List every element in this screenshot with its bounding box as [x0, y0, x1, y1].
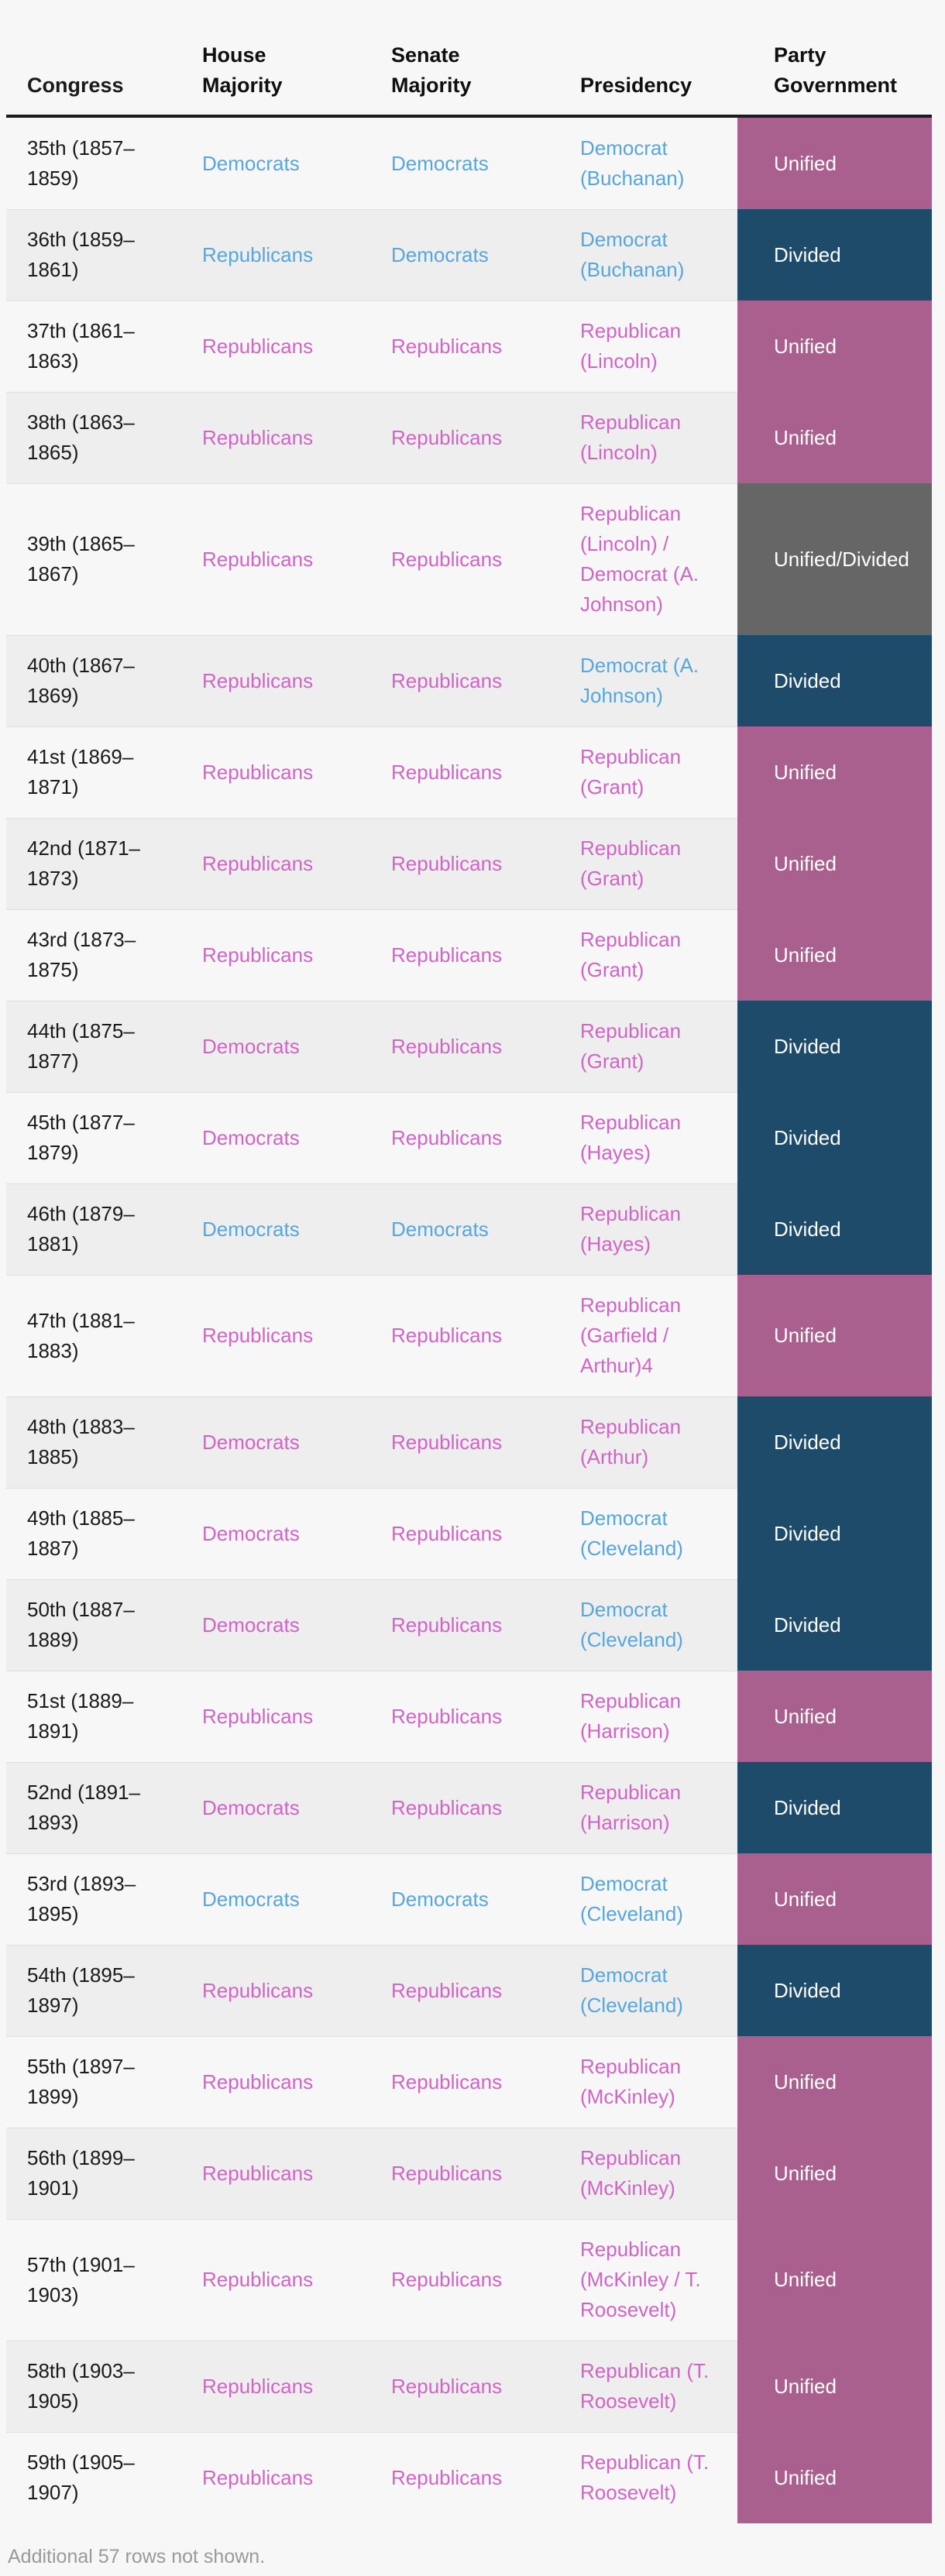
house-majority-link[interactable]: Republicans [202, 2069, 314, 2093]
party-government-label: Unified [774, 851, 837, 875]
presidency-cell [559, 1396, 737, 1488]
party-government-cell [737, 392, 932, 483]
senate-majority-cell [370, 1960, 559, 2021]
congress-label: 52nd (1891–1893) [27, 1781, 141, 1834]
senate-majority-link[interactable]: Republicans [391, 943, 503, 967]
house-majority-cell [181, 133, 370, 194]
congress-cell [6, 1945, 181, 2036]
house-majority-cell [181, 925, 370, 986]
party-government-label: Divided [774, 1521, 841, 1545]
table-row [6, 1579, 932, 1671]
house-majority-cell [181, 1503, 370, 1564]
party-government-label: Unified [774, 334, 837, 358]
house-majority-link[interactable]: Democrats [202, 151, 300, 175]
table-row [6, 2036, 932, 2128]
congress-label: 58th (1903–1905) [27, 2359, 135, 2413]
party-government-label: Divided [774, 1795, 841, 1819]
presidency-cell [559, 483, 737, 635]
table-row [6, 1762, 932, 1853]
party-government-label: Divided [774, 1430, 841, 1454]
congress-cell [6, 1853, 181, 1945]
presidency-link[interactable]: Republican (Grant) [580, 928, 682, 981]
congress-label: 46th (1879–1881) [27, 1202, 135, 1255]
party-government-label: Unified [774, 1704, 837, 1728]
senate-majority-cell [370, 1686, 559, 1747]
congress-cell [6, 209, 181, 301]
house-majority-link[interactable]: Republicans [202, 425, 314, 449]
senate-majority-link[interactable]: Republicans [391, 2374, 503, 2398]
party-government-cell [737, 2341, 932, 2432]
presidency-link[interactable]: Democrat (Buchanan) [580, 136, 685, 190]
column-header-presidency [559, 70, 737, 115]
presidency-cell [559, 635, 737, 726]
congress-cell [6, 2036, 181, 2128]
party-government-table [6, 0, 932, 2523]
table-footnote: Additional 57 rows not shown. [8, 2546, 266, 2567]
party-government-label: Divided [774, 1613, 841, 1637]
congress-label: 37th (1861–1863) [27, 319, 135, 373]
senate-majority-cell [370, 2447, 559, 2509]
senate-majority-cell [370, 742, 559, 803]
congress-label: 53rd (1893–1895) [27, 1872, 136, 1925]
presidency-link[interactable]: Republican (McKinley) [580, 2146, 682, 2200]
house-majority-cell [181, 225, 370, 286]
party-government-cell [737, 726, 932, 818]
table-row [6, 1488, 932, 1579]
senate-majority-cell [370, 1503, 559, 1564]
presidency-link[interactable]: Democrat (Cleveland) [580, 1598, 683, 1651]
column-header-label: Senate Majority [391, 43, 472, 97]
house-majority-cell [181, 1960, 370, 2021]
congress-cell [6, 392, 181, 483]
table-row [6, 392, 932, 483]
presidency-cell [559, 301, 737, 392]
party-government-cell [737, 118, 932, 209]
congress-label: 48th (1883–1885) [27, 1415, 135, 1468]
presidency-link[interactable]: Republican (Garfield / Arthur)4 [580, 1293, 682, 1377]
presidency-cell [559, 1275, 737, 1396]
presidency-cell [559, 1671, 737, 1762]
table-row [6, 118, 932, 209]
table-row [6, 1853, 932, 1945]
congress-cell [6, 635, 181, 726]
congress-cell [6, 1092, 181, 1183]
senate-majority-link[interactable]: Republicans [391, 425, 503, 449]
party-government-cell [737, 1762, 932, 1853]
party-government-label: Unified [774, 2374, 837, 2398]
presidency-cell [559, 1579, 737, 1671]
party-government-cell [737, 301, 932, 392]
presidency-cell [559, 1092, 737, 1183]
party-government-cell [737, 2432, 932, 2523]
table-row [6, 726, 932, 818]
party-government-cell [737, 1488, 932, 1579]
party-government-cell [737, 1183, 932, 1275]
presidency-link[interactable]: Republican (Harrison) [580, 1781, 682, 1834]
house-majority-cell [181, 2447, 370, 2509]
presidency-link[interactable]: Republican (Hayes) [580, 1202, 682, 1255]
party-government-label: Unified [774, 1324, 837, 1347]
senate-majority-cell [370, 1016, 559, 1077]
party-government-cell [737, 1853, 932, 1945]
party-government-cell [737, 209, 932, 301]
presidency-link[interactable]: Republican (McKinley) [580, 2055, 682, 2108]
congress-cell [6, 2128, 181, 2219]
table-row [6, 483, 932, 635]
congress-cell [6, 818, 181, 909]
column-header-senate-majority [370, 40, 559, 115]
congress-label: 44th (1875–1877) [27, 1019, 135, 1073]
party-government-label: Unified [774, 2268, 837, 2291]
house-majority-link[interactable]: Republicans [202, 1704, 314, 1728]
table-row [6, 2128, 932, 2219]
house-majority-cell [181, 1686, 370, 1747]
congress-cell [6, 1671, 181, 1762]
presidency-link[interactable]: Democrat (Cleveland) [580, 1872, 683, 1925]
congress-cell [6, 1183, 181, 1275]
presidency-cell [559, 2219, 737, 2341]
party-government-label: Unified [774, 2161, 837, 2185]
house-majority-cell [181, 2249, 370, 2310]
congress-label: 47th (1881–1883) [27, 1308, 135, 1362]
senate-majority-cell [370, 1595, 559, 1656]
house-majority-link[interactable]: Democrats [202, 1430, 300, 1454]
party-government-cell [737, 1945, 932, 2036]
senate-majority-link[interactable]: Democrats [391, 1887, 489, 1911]
table-row [6, 2341, 932, 2432]
house-majority-link[interactable]: Republicans [202, 2161, 314, 2185]
house-majority-link[interactable]: Democrats [202, 1613, 300, 1637]
senate-majority-cell [370, 133, 559, 194]
senate-majority-link[interactable]: Democrats [391, 1217, 489, 1241]
presidency-link[interactable]: Democrat (Cleveland) [580, 1963, 683, 2017]
table-row [6, 2432, 932, 2523]
congress-cell [6, 2234, 181, 2326]
party-government-label: Unified [774, 2465, 837, 2489]
house-majority-link[interactable]: Democrats [202, 1521, 300, 1545]
column-header-label: Party Government [774, 43, 898, 97]
party-government-label: Divided [774, 1125, 841, 1149]
congress-label: 38th (1863–1865) [27, 410, 135, 464]
party-government-cell [737, 1396, 932, 1488]
house-majority-link[interactable]: Republicans [202, 2465, 314, 2489]
senate-majority-cell [370, 2249, 559, 2310]
presidency-link[interactable]: Republican (Hayes) [580, 1111, 682, 1164]
senate-majority-cell [370, 1305, 559, 1366]
house-majority-link[interactable]: Republicans [202, 2374, 314, 2398]
party-government-label: Unified [774, 1887, 837, 1911]
party-government-cell [737, 1001, 932, 1092]
table-body [6, 118, 932, 2523]
house-majority-link[interactable]: Republicans [202, 1978, 314, 2002]
house-majority-cell [181, 1199, 370, 1260]
party-government-cell [737, 483, 932, 635]
party-government-label: Unified/Divided [774, 547, 909, 571]
column-header-label: Congress [27, 74, 124, 97]
presidency-cell [559, 909, 737, 1001]
senate-majority-cell [370, 925, 559, 986]
congress-label: 59th (1905–1907) [27, 2451, 135, 2504]
party-government-label: Divided [774, 668, 841, 692]
presidency-cell [559, 1945, 737, 2036]
senate-majority-link[interactable]: Republicans [391, 1430, 503, 1454]
house-majority-cell [181, 2052, 370, 2113]
senate-majority-link[interactable]: Republicans [391, 547, 503, 571]
senate-majority-link[interactable]: Republicans [391, 2161, 503, 2185]
senate-majority-cell [370, 2052, 559, 2113]
table-row [6, 1183, 932, 1275]
table-row [6, 301, 932, 392]
congress-cell [6, 1762, 181, 1853]
party-government-label: Unified [774, 151, 837, 175]
presidency-link[interactable]: Republican (Arthur) [580, 1415, 682, 1468]
house-majority-link[interactable]: Republicans [202, 760, 314, 784]
congress-label: 56th (1899–1901) [27, 2146, 135, 2200]
congress-label: 43rd (1873–1875) [27, 928, 136, 981]
table-row [6, 1092, 932, 1183]
presidency-cell [559, 392, 737, 483]
presidency-link[interactable]: Republican (T. Roosevelt) [580, 2359, 710, 2413]
house-majority-cell [181, 2356, 370, 2417]
senate-majority-link[interactable]: Republicans [391, 851, 503, 875]
table-row [6, 1001, 932, 1092]
presidency-cell [559, 2432, 737, 2523]
presidency-cell [559, 2128, 737, 2219]
party-government-label: Unified [774, 943, 837, 967]
senate-majority-cell [370, 651, 559, 712]
senate-majority-link[interactable]: Republicans [391, 1978, 503, 2002]
party-government-label: Unified [774, 425, 837, 449]
table-row [6, 1275, 932, 1396]
presidency-link[interactable]: Republican (T. Roosevelt) [580, 2451, 710, 2504]
house-majority-link[interactable]: Republicans [202, 334, 314, 358]
table-row [6, 2219, 932, 2341]
senate-majority-cell [370, 833, 559, 895]
party-government-cell [737, 1579, 932, 1671]
column-header-label: Presidency [580, 74, 692, 97]
house-majority-link[interactable]: Republicans [202, 2268, 314, 2291]
house-majority-cell [181, 1595, 370, 1656]
column-header-house-majority [181, 40, 370, 115]
party-government-label: Divided [774, 242, 841, 266]
column-header-label: House Majority [202, 43, 283, 97]
congress-cell [6, 909, 181, 1001]
table-header [6, 0, 932, 118]
senate-majority-link[interactable]: Republicans [391, 2465, 503, 2489]
house-majority-cell [181, 529, 370, 590]
presidency-link[interactable]: Democrat (Buchanan) [580, 228, 685, 281]
congress-cell [6, 2341, 181, 2432]
house-majority-link[interactable]: Republicans [202, 943, 314, 967]
house-majority-link[interactable]: Republicans [202, 668, 314, 692]
senate-majority-cell [370, 529, 559, 590]
house-majority-cell [181, 2143, 370, 2204]
congress-label: 39th (1865–1867) [27, 532, 135, 586]
senate-majority-link[interactable]: Republicans [391, 1795, 503, 1819]
senate-majority-cell [370, 2143, 559, 2204]
party-government-cell [737, 2219, 932, 2341]
senate-majority-cell [370, 316, 559, 377]
house-majority-cell [181, 1016, 370, 1077]
senate-majority-link[interactable]: Republicans [391, 1521, 503, 1545]
table-row [6, 909, 932, 1001]
presidency-link[interactable]: Republican (Lincoln) [580, 319, 682, 373]
presidency-cell [559, 818, 737, 909]
congress-cell [6, 2432, 181, 2523]
congress-label: 57th (1901–1903) [27, 2252, 135, 2306]
congress-label: 54th (1895–1897) [27, 1963, 135, 2017]
senate-majority-link[interactable]: Republicans [391, 1034, 503, 1058]
presidency-cell [559, 118, 737, 209]
column-header-party-government [737, 40, 932, 115]
presidency-cell [559, 1488, 737, 1579]
senate-majority-link[interactable]: Democrats [391, 242, 489, 266]
house-majority-cell [181, 651, 370, 712]
presidency-cell [559, 1183, 737, 1275]
house-majority-link[interactable]: Republicans [202, 1324, 314, 1347]
house-majority-link[interactable]: Democrats [202, 1887, 300, 1911]
house-majority-link[interactable]: Republicans [202, 242, 314, 266]
party-government-label: Unified [774, 760, 837, 784]
house-majority-cell [181, 1305, 370, 1366]
party-government-label: Divided [774, 1217, 841, 1241]
house-majority-cell [181, 833, 370, 895]
presidency-cell [559, 726, 737, 818]
congress-cell [6, 1290, 181, 1382]
congress-label: 51st (1889–1891) [27, 1689, 134, 1743]
table-row [6, 818, 932, 909]
senate-majority-cell [370, 1869, 559, 1930]
congress-label: 36th (1859–1861) [27, 228, 135, 281]
presidency-cell [559, 1762, 737, 1853]
presidency-cell [559, 2036, 737, 2128]
senate-majority-cell [370, 407, 559, 469]
congress-label: 55th (1897–1899) [27, 2055, 135, 2108]
party-government-cell [737, 635, 932, 726]
house-majority-link[interactable]: Democrats [202, 1034, 300, 1058]
house-majority-cell [181, 1777, 370, 1839]
senate-majority-link[interactable]: Republicans [391, 2069, 503, 2093]
party-government-cell [737, 2128, 932, 2219]
senate-majority-link[interactable]: Republicans [391, 1125, 503, 1149]
presidency-link[interactable]: Republican (Harrison) [580, 1689, 682, 1743]
senate-majority-cell [370, 1108, 559, 1169]
presidency-cell [559, 1853, 737, 1945]
table-row [6, 209, 932, 301]
senate-majority-link[interactable]: Republicans [391, 668, 503, 692]
senate-majority-cell [370, 2356, 559, 2417]
table-row [6, 1671, 932, 1762]
party-government-cell [737, 909, 932, 1001]
house-majority-cell [181, 316, 370, 377]
senate-majority-link[interactable]: Republicans [391, 760, 503, 784]
senate-majority-cell [370, 225, 559, 286]
congress-cell [6, 1579, 181, 1671]
congress-cell [6, 1488, 181, 1579]
senate-majority-cell [370, 1412, 559, 1473]
senate-majority-link[interactable]: Republicans [391, 2268, 503, 2291]
senate-majority-link[interactable]: Democrats [391, 151, 489, 175]
senate-majority-link[interactable]: Republicans [391, 1704, 503, 1728]
house-majority-link[interactable]: Republicans [202, 547, 314, 571]
congress-label: 49th (1885–1887) [27, 1506, 135, 1560]
house-majority-link[interactable]: Republicans [202, 851, 314, 875]
presidency-link[interactable]: Republican (Grant) [580, 1019, 682, 1073]
congress-cell [6, 118, 181, 209]
presidency-cell [559, 2341, 737, 2432]
presidency-link[interactable]: Democrat (Cleveland) [580, 1506, 683, 1560]
column-header-congress [6, 70, 181, 115]
house-majority-cell [181, 1412, 370, 1473]
party-government-label: Divided [774, 1034, 841, 1058]
senate-majority-link[interactable]: Republicans [391, 1613, 503, 1637]
party-government-cell [737, 1671, 932, 1762]
senate-majority-link[interactable]: Republicans [391, 334, 503, 358]
presidency-link[interactable]: Republican (Grant) [580, 836, 682, 890]
house-majority-link[interactable]: Democrats [202, 1795, 300, 1819]
presidency-link[interactable]: Republican (Lincoln) / Democrat (A. Johnson) [580, 502, 699, 616]
presidency-link[interactable]: Democrat (A. Johnson) [580, 654, 699, 707]
congress-label: 40th (1867–1869) [27, 654, 135, 707]
congress-label: 42nd (1871–1873) [27, 836, 141, 890]
presidency-link[interactable]: Republican (McKinley / T. Roosevelt) [580, 2238, 701, 2321]
congress-cell [6, 1001, 181, 1092]
congress-cell [6, 726, 181, 818]
house-majority-cell [181, 742, 370, 803]
congress-label: 41st (1869–1871) [27, 745, 134, 799]
party-government-cell [737, 2036, 932, 2128]
congress-cell [6, 513, 181, 605]
presidency-link[interactable]: Republican (Lincoln) [580, 410, 682, 464]
table-row [6, 1945, 932, 2036]
congress-label: 45th (1877–1879) [27, 1111, 135, 1164]
table-row [6, 1396, 932, 1488]
congress-label: 50th (1887–1889) [27, 1598, 135, 1651]
presidency-cell [559, 1001, 737, 1092]
house-majority-cell [181, 1108, 370, 1169]
table-row [6, 635, 932, 726]
party-government-label: Divided [774, 1978, 841, 2002]
house-majority-cell [181, 407, 370, 469]
senate-majority-cell [370, 1199, 559, 1260]
party-government-label: Unified [774, 2069, 837, 2093]
party-government-cell [737, 1275, 932, 1396]
house-majority-cell [181, 1869, 370, 1930]
house-majority-link[interactable]: Democrats [202, 1125, 300, 1149]
house-majority-link[interactable]: Democrats [202, 1217, 300, 1241]
senate-majority-cell [370, 1777, 559, 1839]
congress-cell [6, 1396, 181, 1488]
congress-cell [6, 301, 181, 392]
senate-majority-link[interactable]: Republicans [391, 1324, 503, 1347]
presidency-link[interactable]: Republican (Grant) [580, 745, 682, 799]
party-government-cell [737, 1092, 932, 1183]
party-government-cell [737, 818, 932, 909]
presidency-cell [559, 209, 737, 301]
congress-label: 35th (1857–1859) [27, 136, 135, 190]
